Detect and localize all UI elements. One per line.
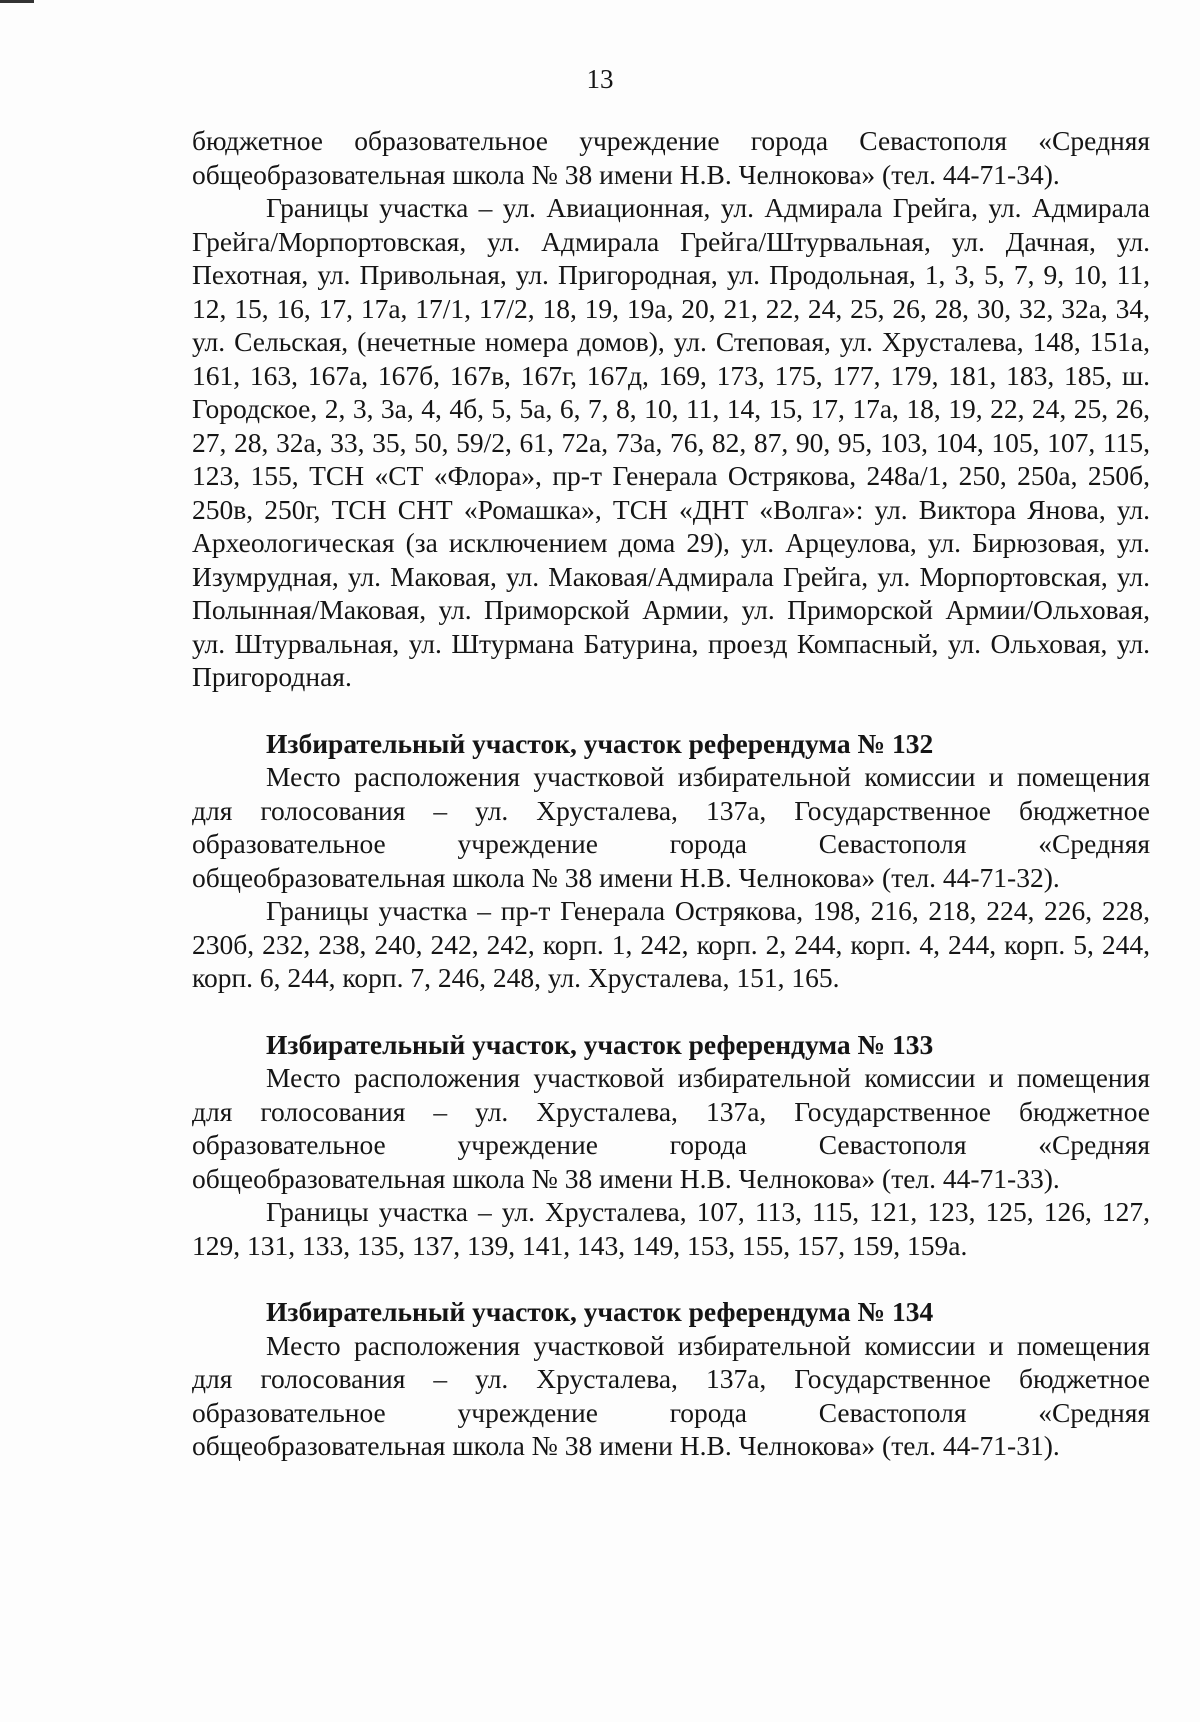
section-spacer <box>192 995 1150 1028</box>
borders-paragraph-132: Границы участка – пр-т Генерала Острякова, 198, 216, 218, 224, 226, 228, 230б, 232, 238, 240, 242, 242, корп. 1, 242, корп. 2, 244, корп. 4, 244, корп. 5, 244, корп. 6, 244, корп. 7, 246, 248, ул. Хрусталева, 151, 165. <box>192 895 1150 993</box>
location-paragraph-134: Место расположения участковой избирательной комиссии и помещения для голосования – ул. Хрусталева, 137а, Государственное бюджетное образовательное учреждение города Севастополя «Средняя общеобразовательная школа № 38 имени Н.В. Челнокова» (тел. 44-71-31). <box>192 1329 1150 1461</box>
section-heading-133: Избирательный участок, участок референдума № 133 <box>266 1028 934 1060</box>
section-heading-132: Избирательный участок, участок референдума № 132 <box>266 727 934 759</box>
section-heading-134: Избирательный участок, участок референдума № 134 <box>266 1296 934 1327</box>
location-paragraph-133: Место расположения участковой избирательной комиссии и помещения для голосования – ул. Хрусталева, 137а, Государственное бюджетное образовательное учреждение города Севастополя «Средняя общеобразовательная школа № 38 имени Н.В. Челнокова» (тел. 44-71-33). <box>192 1062 1150 1194</box>
section-spacer <box>192 1262 1150 1295</box>
page-number: 13 <box>586 64 614 94</box>
section-spacer <box>192 694 1150 727</box>
borders-paragraph: Границы участка – ул. Авиационная, ул. Адмирала Грейга, ул. Адмирала Грейга/Морпортовская, ул. Адмирала Грейга/Штурвальная, ул. Дачная, ул. Пехотная, ул. Привольная, ул. Пригородная, ул. Продольная, 1, 3, 5, 7, 9, 10, 11, 12, 15, 16, 17, 17а, 17/1, 17/2, 18, 19, 19а, 20, 21, 22, 24, 25, 26, 28, 30, 32, 32а, 34, ул. Сельская, (нечетные номера домов), ул. Степовая, ул. Хрусталева, 148, 151а, 161, 163, 167а, 167б, 167в, 167г, 167д, 169, 173, 175, 177, 179, 181, 183, 185, ш. Городское, 2, 3, 3а, 4, 4б, 5, 5а, 6, 7, 8, 10, 11, 14, 15, 17, 17а, 18, 19, 22, 24, 25, 26, 27, 28, 32а, 33, 35, 50, 59/2, 61, 72а, 73а, 76, 82, 87, 90, 95, 103, 104, 105, 107, 115, 123, 155, ТСН «СТ «Флора», пр-т Генерала Острякова, 248а/1, 250, 250а, 250б, 250в, 250г, ТСН СНТ «Ромашка», ТСН «ДНТ «Волга»: ул. Виктора Янова, ул. Археологическая (за исключением дома 29), ул. Арцеулова, ул. Бирюзовая, ул. Изумрудная, ул. Маковая, ул. Маковая/Адмирала Грейга, ул. Морпортовская, ул. Полынная/Маковая, ул. Приморской Армии, ул. Приморской Армии/Ольховая, ул. Штурвальная, ул. Штурмана Батурина, проезд Компасный, ул. Ольховая, ул. Пригородная. <box>192 192 1150 692</box>
location-paragraph-132: Место расположения участковой избирательной комиссии и помещения для голосования – ул. Хрусталева, 137а, Государственное бюджетное образовательное учреждение города Севастополя «Средняя общеобразовательная школа № 38 имени Н.В. Челнокова» (тел. 44-71-32). <box>192 761 1150 893</box>
scan-corner-mark <box>0 0 34 3</box>
document-body <box>192 124 1150 1463</box>
borders-paragraph-133: Границы участка – ул. Хрусталева, 107, 113, 115, 121, 123, 125, 126, 127, 129, 131, 133, 135, 137, 139, 141, 143, 149, 153, 155, 157, 159, 159а. <box>192 1196 1150 1261</box>
continuation-paragraph: бюджетное образовательное учреждение города Севастополя «Средняя общеобразовательная школа № 38 имени Н.В. Челнокова» (тел. 44-71-34). <box>192 125 1150 190</box>
